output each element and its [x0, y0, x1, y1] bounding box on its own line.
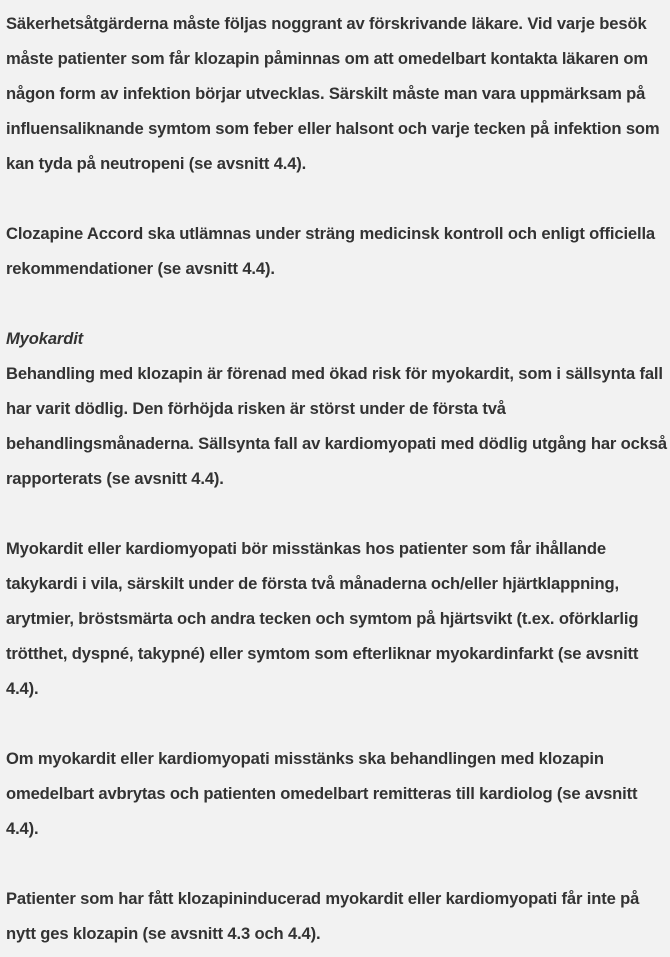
paragraph-myocarditis-suspicion: Myokardit eller kardiomyopati bör misstänkas hos patienter som får ihållande takykardi i vila, särskilt under de första två månaderna och/eller hjärtklappning, arytmier, bröstsmärta och andra tecken och symtom på hjärtsvikt (t.ex. oförklarlig trötthet, dyspné, takypné) eller symtom som efterliknar myokardinfarkt (se avsnitt 4.4).	[6, 539, 639, 698]
section-myokardit	[6, 321, 670, 951]
paragraph-dispensing: Clozapine Accord ska utlämnas under sträng medicinsk kontroll och enligt officiella rekommendationer (se avsnitt 4.4).	[6, 224, 655, 278]
section-heading: Myokardit	[6, 329, 84, 348]
paragraph-discontinue-treatment: Om myokardit eller kardiomyopati misstänks ska behandlingen med klozapin omedelbart avbrytas och patienten omedelbart remitteras till kardiolog (se avsnitt 4.4).	[6, 749, 638, 838]
paragraph-safety-measures: Säkerhetsåtgärderna måste följas noggrant av förskrivande läkare. Vid varje besök måste patienter som får klozapin påminnas om att omedelbart kontakta läkaren om någon form av infektion börjar utvecklas. Särskilt måste man vara uppmärksam på influensaliknande symtom som feber eller halsont och varje tecken på infektion som kan tyda på neutropeni (se avsnitt 4.4).	[6, 14, 660, 173]
paragraph-no-rechallenge: Patienter som har fått klozapininducerad myokardit eller kardiomyopati får inte på nytt ges klozapin (se avsnitt 4.3 och 4.4).	[6, 889, 640, 943]
paragraph-myocarditis-risk: Behandling med klozapin är förenad med ökad risk för myokardit, som i sällsynta fall har varit dödlig. Den förhöjda risken är störst under de första två behandlingsmånaderna. Sällsynta fall av kardiomyopati med dödlig utgång har också rapporterats (se avsnitt 4.4).	[6, 364, 667, 488]
